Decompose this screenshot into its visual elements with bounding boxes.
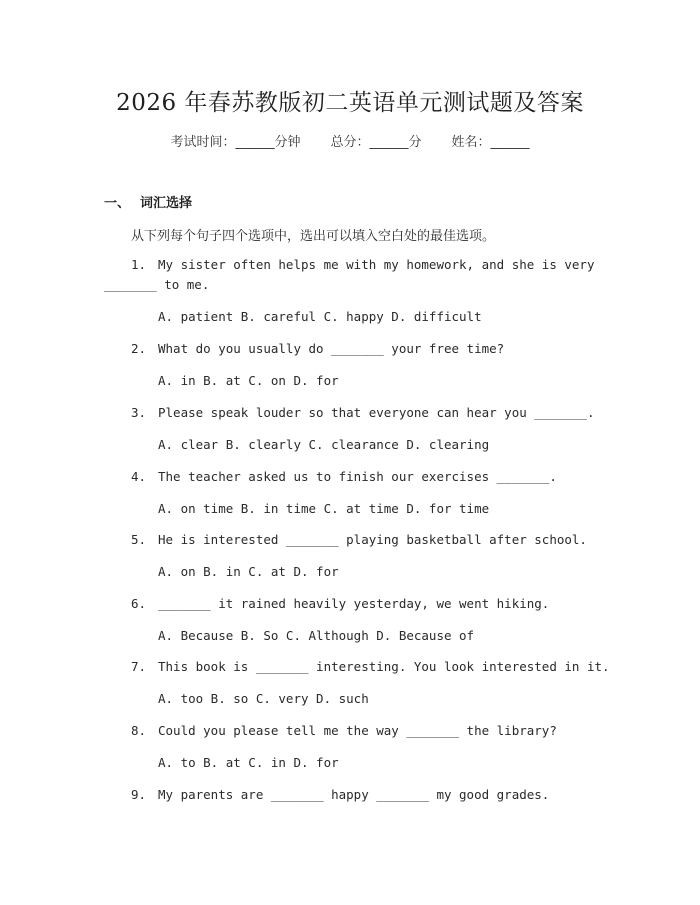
question-options: A. patient B. careful C. happy D. difficult	[158, 309, 482, 324]
question-options: A. in B. at C. on D. for	[158, 373, 339, 388]
question-text: Please speak louder so that everyone can hear you _______.	[158, 405, 595, 420]
question-number: 4.	[131, 469, 147, 484]
question-number: 7.	[131, 659, 147, 674]
question-text: He is interested _______ playing basketball after school.	[158, 532, 587, 547]
question-number: 5.	[131, 532, 147, 547]
question-options: A. clear B. clearly C. clearance D. clearing	[158, 437, 490, 452]
total-score-field: 总分：______分	[330, 135, 422, 150]
page-title: 2026 年春苏教版初二英语单元测试题及答案	[116, 90, 584, 116]
question-number: 9.	[131, 787, 147, 802]
section-number: 一、	[104, 196, 131, 211]
question-text: _______ it rained heavily yesterday, we went hiking.	[158, 596, 550, 611]
exam-time-field: 考试时间：______分钟	[170, 135, 301, 150]
section-title: 词汇选择	[140, 196, 193, 211]
question-text: Could you please tell me the way _______ the library?	[158, 723, 557, 738]
question-number: 3.	[131, 405, 147, 420]
question-text: My sister often helps me with my homework, and she is very	[158, 257, 595, 272]
question-options: A. too B. so C. very D. such	[158, 691, 369, 706]
section-instruction: 从下列每个句子四个选项中，选出可以填入空白处的最佳选项。	[131, 229, 496, 244]
question-options: A. to B. at C. in D. for	[158, 755, 339, 770]
question-text: The teacher asked us to finish our exercises _______.	[158, 469, 557, 484]
section-heading	[104, 192, 192, 211]
question-text: What do you usually do _______ your free time?	[158, 341, 505, 356]
question-text: My parents are _______ happy _______ my good grades.	[158, 787, 550, 802]
question-number: 1.	[131, 257, 147, 272]
question-options: A. on time B. in time C. at time D. for time	[158, 501, 490, 516]
question-number: 8.	[131, 723, 147, 738]
question-number: 6.	[131, 596, 147, 611]
question-text-continued: _______ to me.	[104, 277, 210, 292]
name-field: 姓名：______	[451, 135, 530, 150]
question-options: A. Because B. So C. Although D. Because of	[158, 628, 475, 643]
exam-meta	[0, 131, 700, 150]
question-number: 2.	[131, 341, 147, 356]
question-options: A. on B. in C. at D. for	[158, 564, 339, 579]
question-text: This book is _______ interesting. You look interested in it.	[158, 659, 610, 674]
